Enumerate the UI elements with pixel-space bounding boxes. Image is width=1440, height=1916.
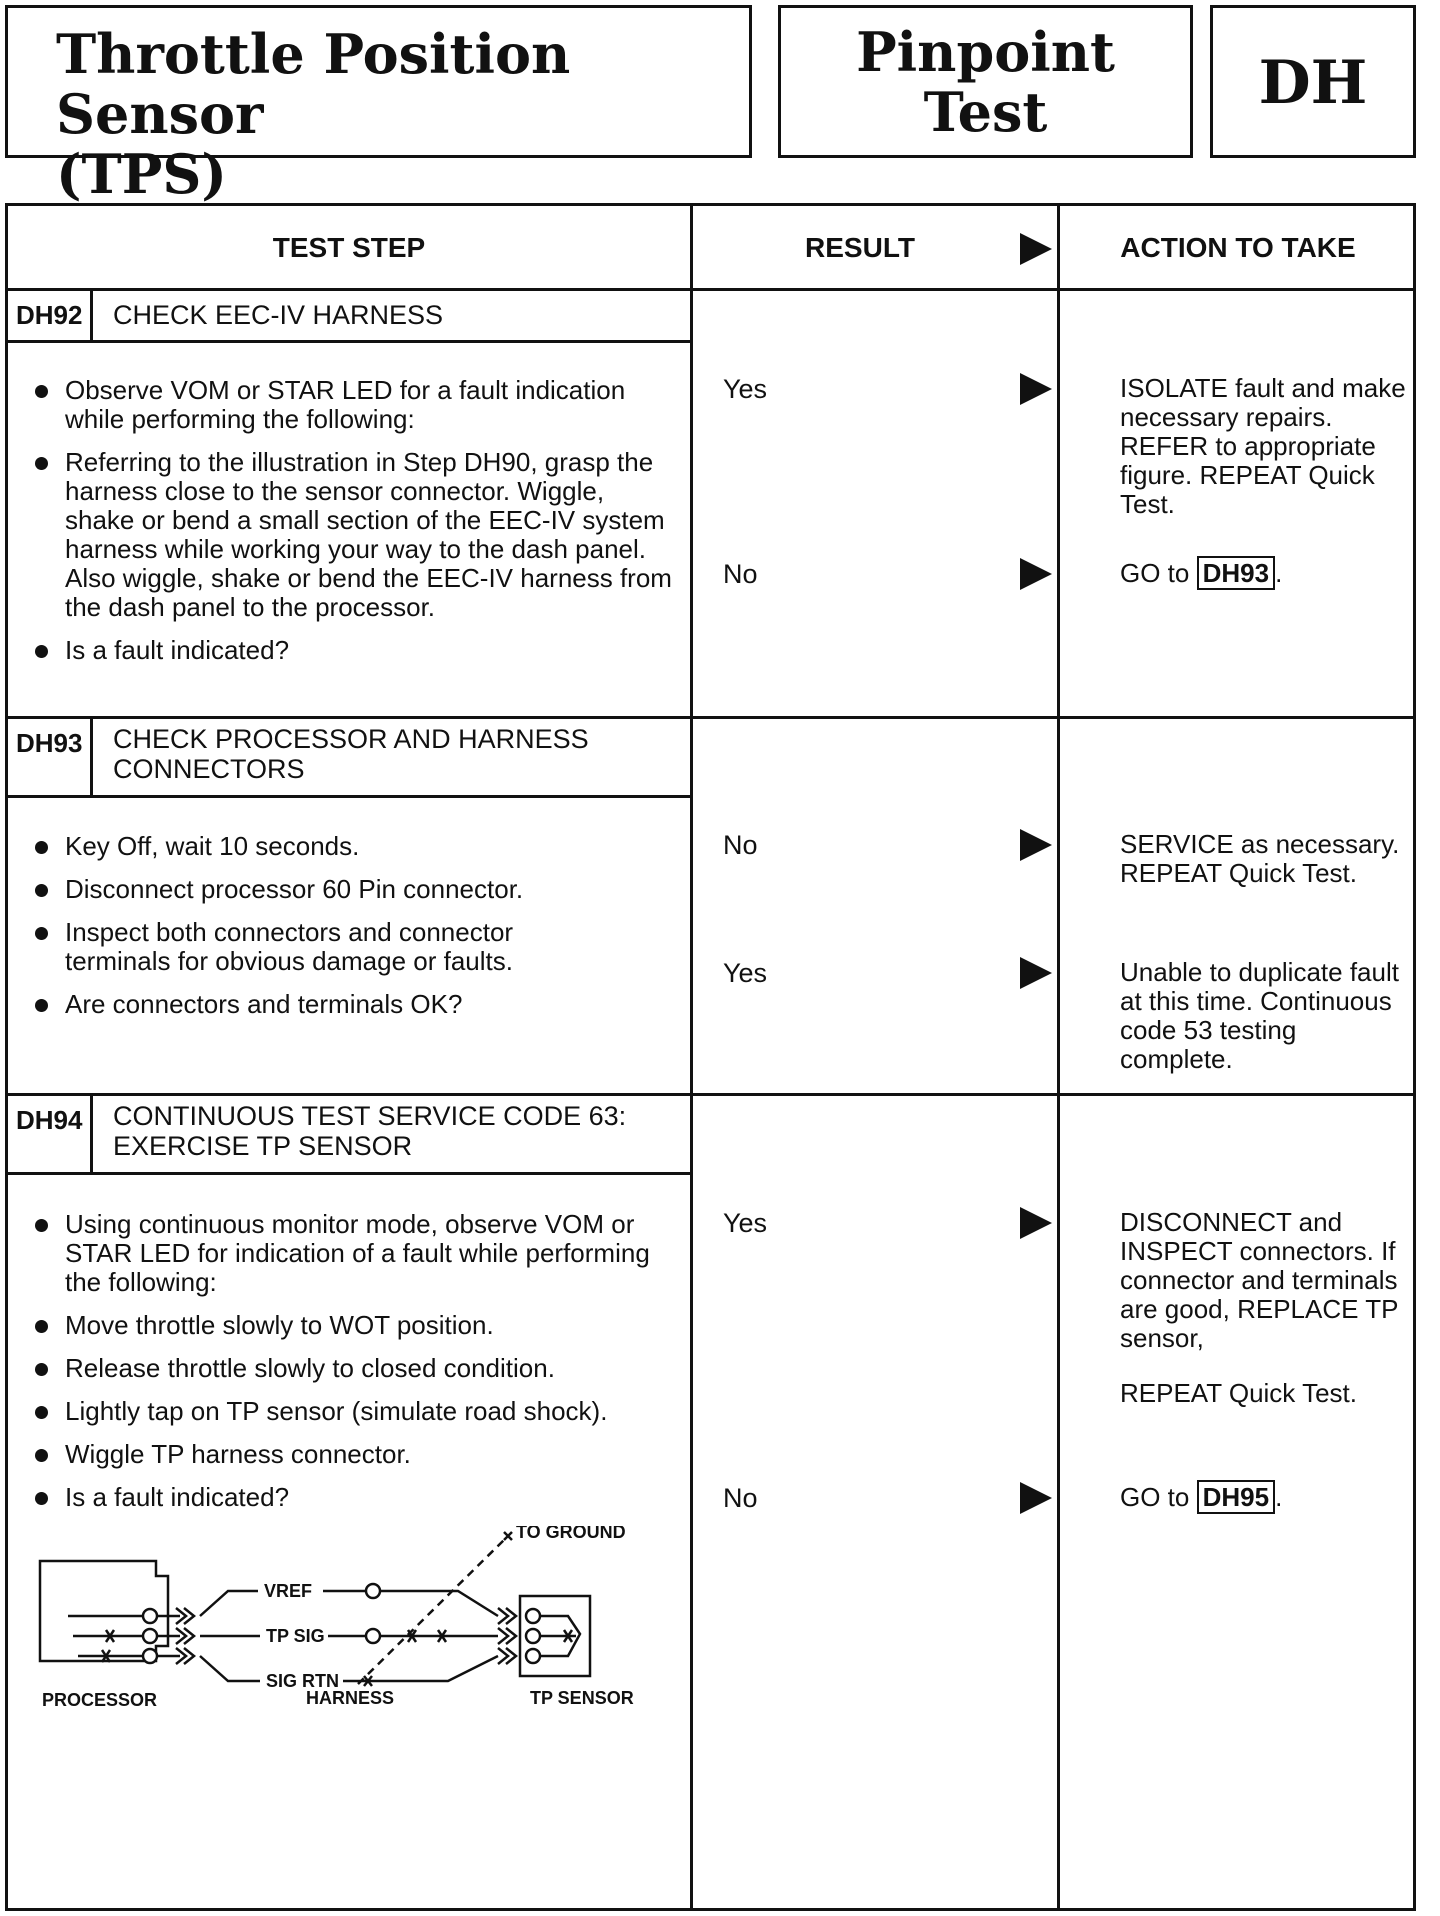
action-text: DISCONNECT and INSPECT connectors. If connector and terminals are good, REPLACE TP sensor,	[1120, 1207, 1398, 1353]
label-harness: HARNESS	[306, 1688, 395, 1706]
title-line-2: (TPS)	[56, 142, 227, 206]
test-line-2: Test	[923, 80, 1048, 144]
goto-label: GO to	[1120, 558, 1190, 588]
step-title: CONTINUOUS TEST SERVICE CODE 63: EXERCISE TP SENSOR	[113, 1101, 627, 1161]
title-box	[5, 5, 752, 206]
page-title	[56, 24, 749, 204]
action-text: Unable to duplicate fault at this time. Continuous code 53 testing complete.	[1120, 957, 1399, 1074]
step-id-divider	[90, 291, 93, 341]
label-tp-sig: TP SIG	[266, 1626, 325, 1646]
step-instructions	[35, 832, 675, 1019]
instruction-item: Is a fault indicated?	[35, 1483, 675, 1512]
step-instructions	[35, 1210, 675, 1512]
label-to-ground: TO GROUND	[516, 1526, 626, 1542]
arrow-right-icon	[1020, 1482, 1052, 1514]
result-label: Yes	[723, 374, 768, 404]
instruction-item: Move throttle slowly to WOT position.	[35, 1311, 675, 1340]
result-label: No	[723, 559, 758, 589]
section-divider	[8, 716, 1413, 719]
column-divider	[1057, 206, 1060, 1908]
title-line-1: Throttle Position Sensor	[56, 22, 571, 146]
arrow-right-icon	[1020, 829, 1052, 861]
step-id: DH92	[16, 300, 83, 330]
goto-suffix: .	[1275, 1482, 1283, 1512]
step-title: CHECK PROCESSOR AND HARNESS CONNECTORS	[113, 724, 589, 784]
pinpoint-test-box	[778, 5, 1193, 158]
result-label: No	[723, 1483, 758, 1513]
step-title-divider	[8, 795, 690, 798]
instruction-item: Wiggle TP harness connector.	[35, 1440, 675, 1469]
label-tp-sensor: TP SENSOR	[530, 1688, 634, 1706]
column-header-result: RESULT	[805, 232, 915, 263]
action-text: ISOLATE fault and make necessary repairs. REFER to appropriate figure. REPEAT Quick Test.	[1120, 373, 1406, 519]
action-text: SERVICE as necessary. REPEAT Quick Test.	[1120, 829, 1400, 888]
section-code: DH	[1258, 48, 1368, 118]
instruction-item: Lightly tap on TP sensor (simulate road shock).	[35, 1397, 675, 1426]
arrow-right-icon	[1020, 1207, 1052, 1239]
instruction-item: Referring to the illustration in Step DH90, grasp the harness close to the sensor connector. Wiggle, shake or bend a small section of the EEC-IV system harness while working your way to the dash panel. Also wiggle, shake or bend the EEC-IV harness from the dash panel to the processor.	[35, 448, 675, 622]
step-title: CHECK EEC-IV HARNESS	[113, 300, 444, 330]
column-header-action: ACTION TO TAKE	[1120, 232, 1356, 263]
column-header-test-step: TEST STEP	[272, 232, 426, 263]
pinpoint-test-table	[5, 203, 1416, 1911]
step-reference-link[interactable]: DH95	[1197, 1480, 1275, 1514]
arrow-right-icon	[1020, 558, 1052, 590]
instruction-item: Inspect both connectors and connector terminals for obvious damage or faults.	[35, 918, 585, 976]
step-id: DH93	[16, 728, 83, 758]
step-id-divider	[90, 719, 93, 796]
step-reference-link[interactable]: DH93	[1197, 556, 1275, 590]
instruction-item: Using continuous monitor mode, observe VOM or STAR LED for indication of a fault while performing the following:	[35, 1210, 675, 1297]
arrow-right-icon	[1020, 233, 1052, 265]
arrow-right-icon	[1020, 957, 1052, 989]
step-id-divider	[90, 1096, 93, 1173]
goto-label: GO to	[1120, 1482, 1190, 1512]
instruction-item: Key Off, wait 10 seconds.	[35, 832, 675, 861]
instruction-item: Are connectors and terminals OK?	[35, 990, 675, 1019]
label-sig-rtn: SIG RTN	[266, 1671, 340, 1691]
tps-wiring-diagram	[28, 1526, 688, 1706]
instruction-item: Observe VOM or STAR LED for a fault indication while performing the following:	[35, 376, 675, 434]
test-type-label	[781, 22, 1190, 142]
result-label: Yes	[723, 1208, 768, 1238]
test-line-1: Pinpoint	[856, 20, 1115, 84]
step-title-divider	[8, 340, 690, 343]
arrow-right-icon	[1020, 373, 1052, 405]
step-title-divider	[8, 1172, 690, 1175]
step-instructions	[35, 376, 675, 665]
instruction-item: Is a fault indicated?	[35, 636, 675, 665]
result-label: Yes	[723, 958, 768, 988]
section-code-box	[1210, 5, 1416, 158]
label-vref: VREF	[264, 1581, 313, 1601]
section-divider	[8, 1093, 1413, 1096]
step-id: DH94	[16, 1105, 83, 1135]
action-goto	[1120, 1480, 1410, 1514]
label-processor: PROCESSOR	[42, 1690, 158, 1706]
goto-suffix: .	[1275, 558, 1283, 588]
action-goto	[1120, 556, 1410, 590]
action-text: REPEAT Quick Test.	[1120, 1378, 1357, 1408]
column-divider	[690, 206, 693, 1908]
instruction-item: Disconnect processor 60 Pin connector.	[35, 875, 675, 904]
result-label: No	[723, 830, 758, 860]
instruction-item: Release throttle slowly to closed condition.	[35, 1354, 675, 1383]
